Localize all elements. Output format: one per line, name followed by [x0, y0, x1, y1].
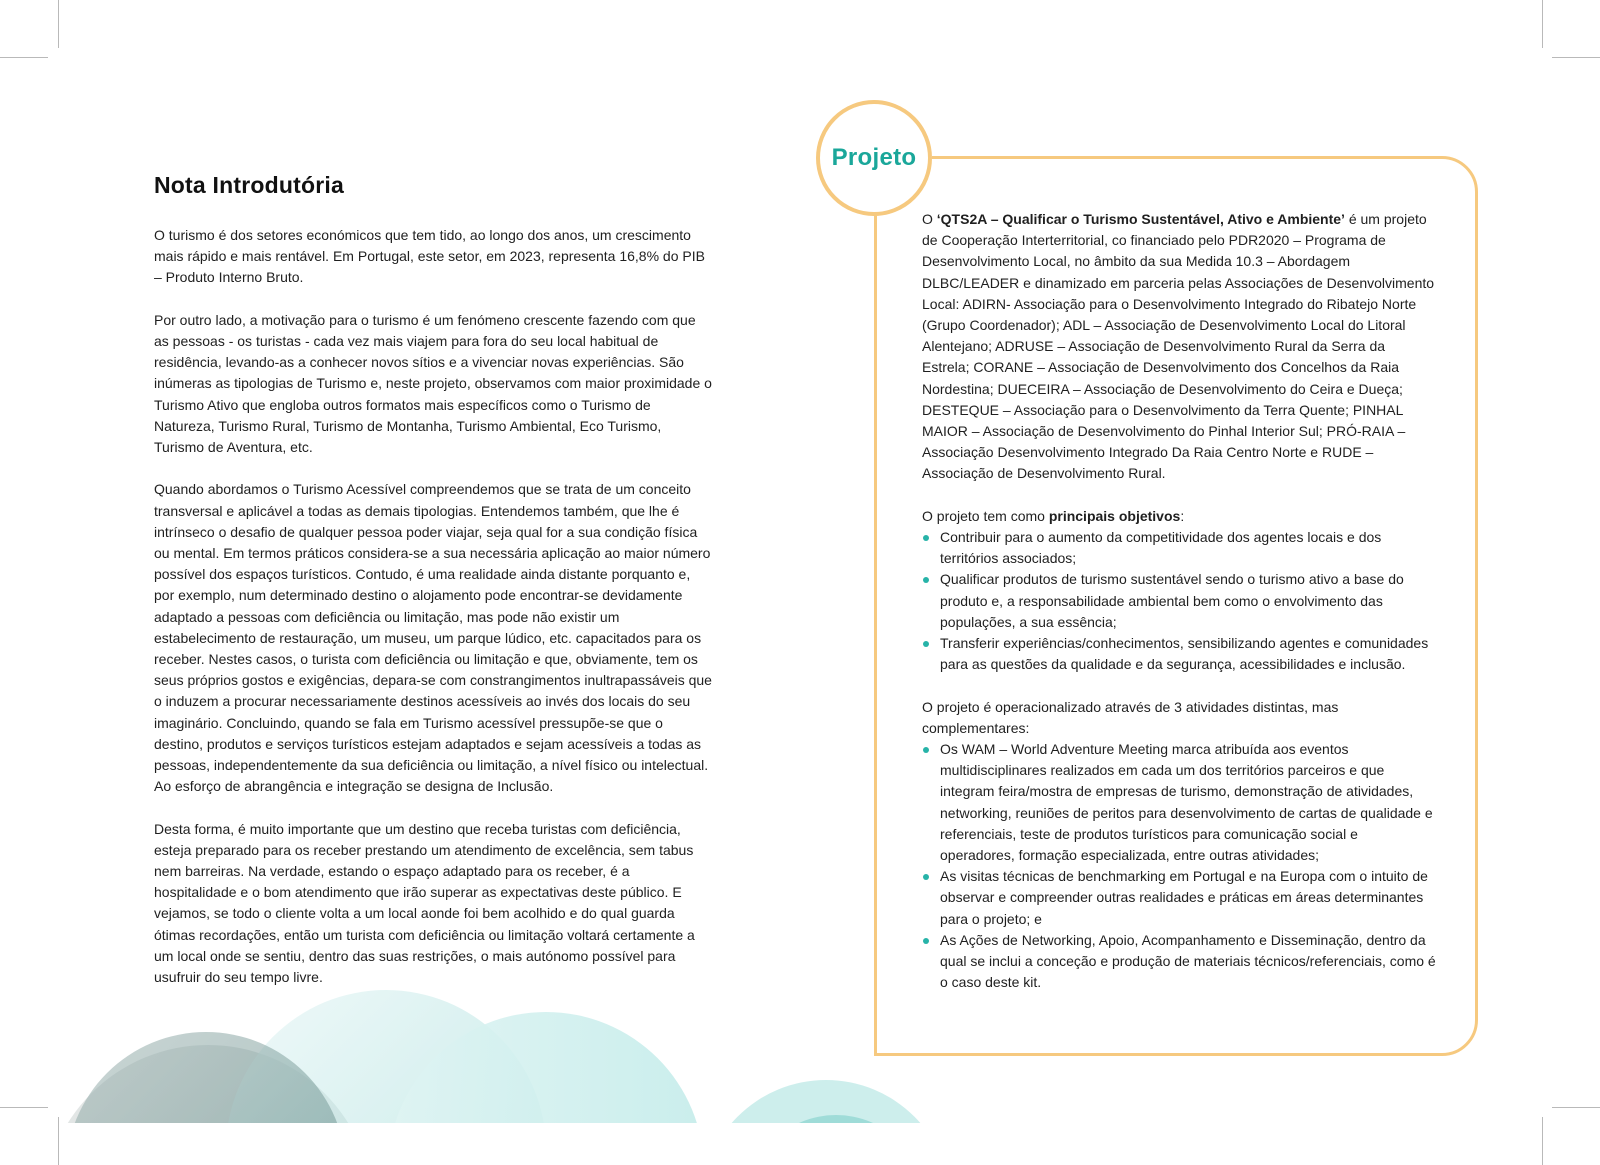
- activities-list: [922, 739, 1436, 993]
- badge-label: Projeto: [831, 144, 917, 171]
- crop-mark: [1542, 1117, 1543, 1165]
- list-item-text: Contribuir para o aumento da competitividade dos agentes locais e dos territórios associados;: [940, 529, 1382, 567]
- bullet-icon: [923, 641, 929, 647]
- decor-circle: [701, 1080, 951, 1165]
- intro-rest: é um projeto de Cooperação Interterritorial, co financiado pelo PDR2020 – Programa de Desenvolvimento Local, no âmbito da sua Medida 10.3 – Abordagem DLBC/LEADER e dinamizado em parceria pelas Associações de Desenvolvimento Local: ADIRN- Associação para o Desenvolvimento Integrado do Ribatejo Norte (Grupo Coordenador); ADL – Associação de Desenvolvimento Local do Litoral Alentejano; ADRUSE – Associação de Desenvolvimento Rural da Serra da Estrela; CORANE – Associação de Desenvolvimento dos Concelhos da Raia Nordestina; DUECEIRA – Associação de Desenvolvimento do Ceira e Dueça; DESTEQUE – Associação para o Desenvolvimento da Terra Quente; PINHAL MAIOR – Associação de Desenvolvimento do Pinhal Interior Sul; PRÓ-RAIA – Associação Desenvolvimento Integrado Da Raia Centro Norte e RUDE – Associação de Desenvolvimento Rural.: [922, 211, 1435, 482]
- list-item: [922, 930, 1436, 994]
- list-item-text: Qualificar produtos de turismo sustentável sendo o turismo ativo a base do produto e, a responsabilidade ambiental bem como o envolvimento das populações, a sua essência;: [940, 571, 1404, 630]
- crop-mark: [1552, 57, 1600, 58]
- project-intro: [922, 209, 1436, 485]
- list-item: [922, 739, 1436, 866]
- objectives-lead-prefix: O projeto tem como: [922, 507, 1049, 524]
- list-item: [922, 527, 1436, 569]
- decor-circle: [43, 1045, 373, 1165]
- objectives-lead-suffix: :: [1180, 507, 1185, 524]
- crop-mark: [0, 57, 48, 58]
- objectives-lead: [922, 506, 1436, 527]
- list-item-text: As Ações de Networking, Apoio, Acompanhamento e Disseminação, dentro da qual se inclui a conceção e produção de materiais técnicos/referenciais, como é o caso deste kit.: [940, 931, 1436, 991]
- list-item: [922, 866, 1436, 930]
- paragraph: Por outro lado, a motivação para o turismo é um fenómeno crescente fazendo com que as pessoas - os turistas - cada vez mais viajem para fora do seu local habitual de residência, levando-as a conhecer novos sítios e a vivenciar novas experiências. São inúmeras as tipologias de Turismo e, neste projeto, observamos com maior proximidade o Turismo Ativo que engloba outros formatos mais específicos como o Turismo de Natureza, Turismo Rural, Turismo de Montanha, Turismo Ambiental, Eco Turismo, Turismo de Aventura, etc.: [154, 311, 712, 456]
- project-badge: [816, 100, 932, 216]
- bullet-icon: [923, 938, 929, 944]
- list-item: [922, 569, 1436, 633]
- list-item: [922, 633, 1436, 675]
- paragraph: O turismo é dos setores económicos que tem tido, ao longo dos anos, um crescimento mais rápido e mais rentável. Em Portugal, este setor, em 2023, representa 16,8% do PIB – Produto Interno Bruto.: [154, 227, 705, 286]
- activities-lead: O projeto é operacionalizado através de 3 atividades distintas, mas complementares:: [922, 698, 1339, 736]
- project-name: ‘QTS2A – Qualificar o Turismo Sustentável, Ativo e Ambiente’: [936, 211, 1345, 227]
- crop-mark: [58, 0, 59, 48]
- intro-section: [154, 172, 714, 1009]
- paragraph: Quando abordamos o Turismo Acessível compreendemos que se trata de um conceito transversal e aplicável a todas as demais tipologias. Entendemos também, que lhe é intrínseco o desafio de qualquer pessoa poder viajar, seja qual for a sua condição física ou mental. Em termos práticos considera-se a sua necessária aplicação ao maior número possível dos espaços turísticos. Contudo, é uma realidade ainda distante porquanto e, por exemplo, num determinado destino o alojamento pode encontrar-se devidamente adaptado a pessoas com deficiência ou limitação, mas pode não existir um estabelecimento de restauração, um museu, um parque lúdico, etc. capacitados para os receber. Nestes casos, o turista com deficiência ou limitação e que, obviamente, tem os seus próprios gostos e exigências, depara-se com constrangimentos inultrapassáveis que o induzem a procurar necessariamente destinos acessíveis ao invés dos locais do seu imaginário. Concluindo, quando se fala em Turismo acessível pressupõe-se que o destino, produtos e serviços turísticos estejam adaptados e sejam acessíveis a todas as pessoas, independentemente da sua deficiência ou limitação, a nível físico ou intelectual. Ao esforço de abrangência e integração se designa de Inclusão.: [154, 481, 712, 795]
- intro-prefix: O: [922, 211, 937, 227]
- crop-mark: [1542, 0, 1543, 48]
- bullet-icon: [923, 535, 929, 541]
- bullet-icon: [923, 747, 929, 753]
- crop-mark: [58, 1117, 59, 1165]
- list-item-text: Os WAM – World Adventure Meeting marca atribuída aos eventos multidisciplinares realizados em cada um dos territórios parceiros e que integram feira/mostra de empresas de turismo, demonstração de atividades, networking, reuniões de peritos para desenvolvimento de cartas de qualidade e referenciais, teste de produtos turísticos para comunicação social e operadores, formação especializada, entre outras atividades;: [940, 741, 1433, 864]
- objectives-lead-bold: principais objetivos: [1048, 507, 1181, 524]
- bullet-icon: [923, 874, 929, 880]
- decor-circle: [226, 990, 546, 1165]
- decor-circle: [66, 1032, 346, 1165]
- list-item-text: As visitas técnicas de benchmarking em Portugal e na Europa com o intuito de observar e compreender outras realidades e práticas em áreas determinantes para o projeto; e: [940, 868, 1428, 927]
- decor-circle: [388, 1012, 704, 1165]
- objectives-list: [922, 527, 1436, 675]
- project-section: [922, 209, 1436, 1015]
- crop-mark: [0, 1107, 48, 1108]
- list-item-text: Transferir experiências/conhecimentos, sensibilizando agentes e comunidades para as questões da qualidade e da segurança, acessibilidades e inclusão.: [940, 635, 1429, 673]
- decor-circle: [746, 1115, 926, 1165]
- section-title: Nota Introdutória: [154, 172, 344, 198]
- paragraph: Desta forma, é muito importante que um destino que receba turistas com deficiência, esteja preparado para os receber prestando um atendimento de excelência, sem tabus nem barreiras. Na verdade, estando o espaço adaptado para os receber, é a hospitalidade e o bom atendimento que irão superar as expectativas deste público. E vejamos, se todo o cliente volta a um local aonde foi bem acolhido e do qual guarda ótimas recordações, então um turista com deficiência ou limitação voltará certamente a um local onde se sentiu, dentro das suas restrições, o mais autónomo possível para usufruir do seu tempo livre.: [154, 820, 695, 986]
- bullet-icon: [923, 577, 929, 583]
- crop-mark: [1552, 1107, 1600, 1108]
